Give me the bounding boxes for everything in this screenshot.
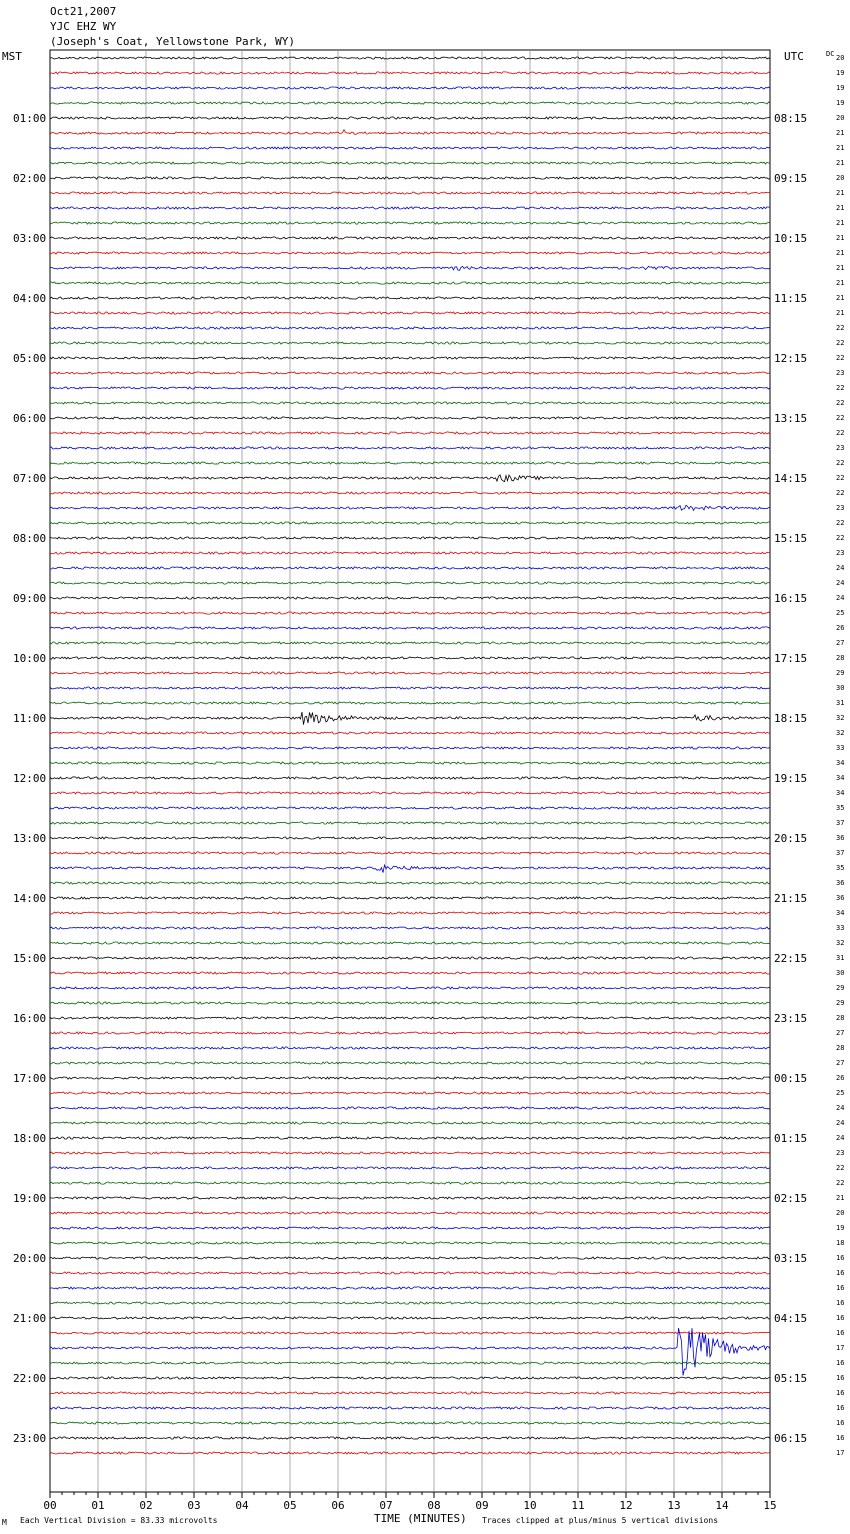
dc-offset-label: 18 bbox=[836, 1239, 845, 1247]
dc-offset-label: 22 bbox=[836, 1164, 845, 1172]
trace-line bbox=[50, 1062, 770, 1064]
utc-hour-label: 17:15 bbox=[774, 652, 808, 665]
mst-hour-label: 14:00 bbox=[13, 892, 47, 905]
dc-offset-label: 29 bbox=[836, 669, 845, 677]
mst-axis-label: MST bbox=[2, 50, 22, 63]
dc-offset-label: 28 bbox=[836, 654, 845, 662]
x-tick-label: 00 bbox=[43, 1499, 57, 1512]
trace-line bbox=[50, 1032, 770, 1034]
mst-hour-label: 05:00 bbox=[13, 352, 47, 365]
mst-hour-label: 10:00 bbox=[13, 652, 47, 665]
utc-hour-label: 23:15 bbox=[774, 1012, 808, 1025]
trace-line bbox=[50, 732, 770, 734]
trace-line bbox=[50, 102, 770, 104]
trace-line bbox=[50, 777, 770, 779]
dc-offset-label: 34 bbox=[836, 759, 845, 767]
utc-hour-label: 12:15 bbox=[774, 352, 808, 365]
dc-offset-label: 21 bbox=[836, 264, 845, 272]
trace-line bbox=[50, 972, 770, 974]
dc-offset-label: 17 bbox=[836, 1344, 845, 1352]
dc-offset-label: 31 bbox=[836, 954, 845, 962]
trace-line bbox=[50, 342, 770, 344]
dc-offset-label: 22 bbox=[836, 354, 845, 362]
mst-hour-label: 04:00 bbox=[13, 292, 47, 305]
trace-line bbox=[50, 957, 770, 959]
dc-offset-label: 23 bbox=[836, 444, 845, 452]
dc-offset-label: 37 bbox=[836, 849, 845, 857]
trace-line bbox=[50, 1182, 770, 1184]
mst-hour-label: 08:00 bbox=[13, 532, 47, 545]
trace-line bbox=[50, 582, 770, 584]
trace-line bbox=[50, 1242, 770, 1244]
trace-line bbox=[50, 942, 770, 944]
x-tick-label: 01 bbox=[91, 1499, 105, 1512]
mst-hour-label: 06:00 bbox=[13, 412, 47, 425]
dc-offset-label: 22 bbox=[836, 429, 845, 437]
utc-hour-label: 02:15 bbox=[774, 1192, 808, 1205]
dc-offset-label: 16 bbox=[836, 1374, 845, 1382]
dc-offset-label: 21 bbox=[836, 294, 845, 302]
trace-line bbox=[50, 297, 770, 299]
trace-line bbox=[50, 1107, 770, 1109]
trace-line bbox=[50, 237, 770, 239]
utc-hour-label: 15:15 bbox=[774, 532, 808, 545]
dc-offset-label: 22 bbox=[836, 519, 845, 527]
utc-hour-label: 19:15 bbox=[774, 772, 808, 785]
dc-offset-label: 33 bbox=[836, 924, 845, 932]
trace-line bbox=[50, 417, 770, 419]
dc-offset-label: 29 bbox=[836, 999, 845, 1007]
utc-axis-label: UTC bbox=[784, 50, 804, 63]
x-tick-label: 12 bbox=[619, 1499, 633, 1512]
trace-line bbox=[50, 357, 770, 359]
dc-offset-label: 20 bbox=[836, 114, 845, 122]
trace-line bbox=[50, 492, 770, 494]
mst-hour-label: 17:00 bbox=[13, 1072, 47, 1085]
trace-line bbox=[50, 912, 770, 914]
dc-offset-label: 23 bbox=[836, 549, 845, 557]
dc-offset-label: 19 bbox=[836, 84, 845, 92]
trace-line bbox=[50, 1167, 770, 1169]
trace-line bbox=[50, 762, 770, 764]
trace-line bbox=[50, 852, 770, 854]
trace-line bbox=[50, 1328, 770, 1375]
dc-offset-label: 28 bbox=[836, 1044, 845, 1052]
mst-hour-label: 09:00 bbox=[13, 592, 47, 605]
record-date: Oct21,2007 bbox=[50, 5, 117, 18]
trace-line bbox=[50, 192, 770, 194]
utc-hour-label: 04:15 bbox=[774, 1312, 808, 1325]
utc-hour-label: 05:15 bbox=[774, 1372, 808, 1385]
trace-line bbox=[50, 1152, 770, 1154]
dc-offset-label: 16 bbox=[836, 1329, 845, 1337]
trace-line bbox=[50, 822, 770, 824]
dc-offset-label: 16 bbox=[836, 1314, 845, 1322]
dc-offset-label: 16 bbox=[836, 1299, 845, 1307]
trace-line bbox=[50, 1362, 770, 1364]
dc-offset-label: 22 bbox=[836, 1179, 845, 1187]
dc-offset-label: 26 bbox=[836, 624, 845, 632]
mst-hour-label: 07:00 bbox=[13, 472, 47, 485]
dc-offset-label: 21 bbox=[836, 204, 845, 212]
x-tick-label: 14 bbox=[715, 1499, 729, 1512]
trace-line bbox=[50, 222, 770, 224]
trace-line bbox=[50, 282, 770, 284]
dc-offset-label: 25 bbox=[836, 1089, 845, 1097]
dc-offset-label: 23 bbox=[836, 369, 845, 377]
x-tick-label: 03 bbox=[187, 1499, 201, 1512]
trace-line bbox=[50, 897, 770, 899]
trace-line bbox=[50, 475, 770, 482]
trace-line bbox=[50, 807, 770, 809]
trace-line bbox=[50, 1287, 770, 1289]
trace-line bbox=[50, 162, 770, 164]
dc-label: DC bbox=[826, 50, 835, 58]
dc-offset-label: 21 bbox=[836, 189, 845, 197]
dc-offset-label: 31 bbox=[836, 699, 845, 707]
trace-line bbox=[50, 747, 770, 749]
dc-offset-label: 19 bbox=[836, 99, 845, 107]
utc-hour-label: 03:15 bbox=[774, 1252, 808, 1265]
dc-offset-label: 28 bbox=[836, 1014, 845, 1022]
dc-offset-label: 16 bbox=[836, 1254, 845, 1262]
trace-line bbox=[50, 1302, 770, 1304]
trace-line bbox=[50, 1422, 770, 1424]
trace-line bbox=[50, 117, 770, 119]
trace-line bbox=[50, 882, 770, 884]
trace-line bbox=[50, 1272, 770, 1274]
trace-line bbox=[50, 837, 770, 839]
dc-offset-label: 30 bbox=[836, 969, 845, 977]
x-tick-label: 02 bbox=[139, 1499, 153, 1512]
dc-offset-label: 19 bbox=[836, 1224, 845, 1232]
utc-hour-label: 13:15 bbox=[774, 412, 808, 425]
utc-hour-label: 01:15 bbox=[774, 1132, 808, 1145]
dc-offset-label: 20 bbox=[836, 54, 845, 62]
trace-line bbox=[50, 1257, 770, 1259]
x-tick-label: 08 bbox=[427, 1499, 441, 1512]
trace-line bbox=[50, 387, 770, 389]
trace-line bbox=[50, 1317, 770, 1319]
dc-offset-label: 22 bbox=[836, 384, 845, 392]
dc-offset-label: 25 bbox=[836, 609, 845, 617]
utc-hour-label: 21:15 bbox=[774, 892, 808, 905]
utc-hour-label: 22:15 bbox=[774, 952, 808, 965]
trace-line bbox=[50, 865, 770, 873]
dc-offset-label: 20 bbox=[836, 174, 845, 182]
x-tick-label: 09 bbox=[475, 1499, 489, 1512]
trace-line bbox=[50, 462, 770, 464]
dc-offset-label: 22 bbox=[836, 324, 845, 332]
trace-line bbox=[50, 72, 770, 74]
dc-offset-label: 30 bbox=[836, 684, 845, 692]
dc-offset-label: 22 bbox=[836, 459, 845, 467]
dc-offset-label: 21 bbox=[836, 279, 845, 287]
dc-offset-label: 32 bbox=[836, 939, 845, 947]
trace-line bbox=[50, 702, 770, 704]
trace-line bbox=[50, 522, 770, 524]
dc-offset-label: 22 bbox=[836, 399, 845, 407]
trace-line bbox=[50, 712, 770, 725]
dc-offset-label: 22 bbox=[836, 339, 845, 347]
utc-hour-label: 16:15 bbox=[774, 592, 808, 605]
corner-mark: M bbox=[2, 1518, 7, 1527]
mst-hour-label: 19:00 bbox=[13, 1192, 47, 1205]
dc-offset-label: 26 bbox=[836, 1074, 845, 1082]
trace-line bbox=[50, 266, 770, 270]
trace-line bbox=[50, 1377, 770, 1379]
mst-hour-label: 20:00 bbox=[13, 1252, 47, 1265]
utc-hour-label: 00:15 bbox=[774, 1072, 808, 1085]
trace-line bbox=[50, 327, 770, 329]
dc-offset-label: 24 bbox=[836, 1119, 845, 1127]
dc-offset-label: 24 bbox=[836, 1104, 845, 1112]
trace-line bbox=[50, 402, 770, 404]
trace-line bbox=[50, 792, 770, 794]
utc-hour-label: 11:15 bbox=[774, 292, 808, 305]
trace-line bbox=[50, 1452, 770, 1454]
mst-hour-label: 16:00 bbox=[13, 1012, 47, 1025]
trace-line bbox=[50, 927, 770, 929]
dc-offset-label: 27 bbox=[836, 1029, 845, 1037]
trace-line bbox=[50, 642, 770, 644]
trace-line bbox=[50, 1092, 770, 1094]
trace-line bbox=[50, 1017, 770, 1019]
trace-line bbox=[50, 987, 770, 989]
trace-line bbox=[50, 627, 770, 629]
trace-line bbox=[50, 1137, 770, 1139]
trace-line bbox=[50, 597, 770, 599]
trace-line bbox=[50, 312, 770, 314]
mst-hour-label: 22:00 bbox=[13, 1372, 47, 1385]
dc-offset-label: 16 bbox=[836, 1404, 845, 1412]
dc-offset-label: 36 bbox=[836, 879, 845, 887]
trace-line bbox=[50, 57, 770, 59]
dc-offset-label: 21 bbox=[836, 249, 845, 257]
trace-line bbox=[50, 372, 770, 374]
trace-line bbox=[50, 432, 770, 434]
utc-hour-label: 06:15 bbox=[774, 1432, 808, 1445]
dc-offset-label: 21 bbox=[836, 219, 845, 227]
trace-line bbox=[50, 1212, 770, 1214]
utc-hour-label: 08:15 bbox=[774, 112, 808, 125]
trace-line bbox=[50, 657, 770, 659]
dc-offset-label: 21 bbox=[836, 144, 845, 152]
trace-line bbox=[50, 1407, 770, 1409]
trace-line bbox=[50, 687, 770, 689]
mst-hour-label: 03:00 bbox=[13, 232, 47, 245]
x-tick-label: 04 bbox=[235, 1499, 249, 1512]
x-tick-label: 15 bbox=[763, 1499, 777, 1512]
x-tick-label: 07 bbox=[379, 1499, 393, 1512]
dc-offset-label: 19 bbox=[836, 69, 845, 77]
dc-offset-label: 34 bbox=[836, 909, 845, 917]
mst-hour-label: 02:00 bbox=[13, 172, 47, 185]
dc-offset-label: 22 bbox=[836, 489, 845, 497]
trace-line bbox=[50, 252, 770, 254]
trace-line bbox=[50, 1392, 770, 1394]
dc-offset-label: 37 bbox=[836, 819, 845, 827]
dc-offset-label: 34 bbox=[836, 789, 845, 797]
dc-offset-label: 22 bbox=[836, 414, 845, 422]
x-axis-title: TIME (MINUTES) bbox=[374, 1512, 467, 1525]
dc-offset-label: 23 bbox=[836, 1149, 845, 1157]
trace-line bbox=[50, 567, 770, 569]
x-tick-label: 05 bbox=[283, 1499, 297, 1512]
dc-offset-label: 22 bbox=[836, 474, 845, 482]
dc-offset-label: 27 bbox=[836, 639, 845, 647]
utc-hour-label: 09:15 bbox=[774, 172, 808, 185]
clip-note: Traces clipped at plus/minus 5 vertical divisions bbox=[482, 1516, 719, 1525]
station-code: YJC EHZ WY bbox=[50, 20, 117, 33]
dc-offset-label: 16 bbox=[836, 1419, 845, 1427]
trace-line bbox=[50, 1122, 770, 1124]
trace-line bbox=[50, 552, 770, 554]
utc-hour-label: 10:15 bbox=[774, 232, 808, 245]
dc-offset-label: 29 bbox=[836, 984, 845, 992]
trace-line bbox=[50, 505, 770, 510]
dc-offset-label: 20 bbox=[836, 1209, 845, 1217]
trace-line bbox=[50, 672, 770, 674]
mst-hour-label: 12:00 bbox=[13, 772, 47, 785]
dc-offset-label: 24 bbox=[836, 564, 845, 572]
x-tick-label: 06 bbox=[331, 1499, 345, 1512]
trace-line bbox=[50, 1437, 770, 1439]
dc-offset-label: 21 bbox=[836, 309, 845, 317]
dc-offset-label: 36 bbox=[836, 834, 845, 842]
trace-line bbox=[50, 87, 770, 89]
scale-note: Each Vertical Division = 83.33 microvolts bbox=[20, 1516, 218, 1525]
trace-line bbox=[50, 1227, 770, 1229]
x-tick-label: 13 bbox=[667, 1499, 681, 1512]
x-tick-label: 10 bbox=[523, 1499, 537, 1512]
mst-hour-label: 21:00 bbox=[13, 1312, 47, 1325]
utc-hour-label: 14:15 bbox=[774, 472, 808, 485]
dc-offset-label: 24 bbox=[836, 1134, 845, 1142]
dc-offset-label: 34 bbox=[836, 774, 845, 782]
dc-offset-label: 21 bbox=[836, 159, 845, 167]
dc-offset-label: 35 bbox=[836, 804, 845, 812]
trace-line bbox=[50, 1197, 770, 1199]
mst-hour-label: 11:00 bbox=[13, 712, 47, 725]
dc-offset-label: 24 bbox=[836, 579, 845, 587]
trace-line bbox=[50, 447, 770, 449]
dc-offset-label: 33 bbox=[836, 744, 845, 752]
utc-hour-label: 18:15 bbox=[774, 712, 808, 725]
trace-line bbox=[50, 147, 770, 149]
dc-offset-label: 24 bbox=[836, 594, 845, 602]
mst-hour-label: 13:00 bbox=[13, 832, 47, 845]
dc-offset-label: 21 bbox=[836, 129, 845, 137]
mst-hour-label: 15:00 bbox=[13, 952, 47, 965]
trace-line bbox=[50, 207, 770, 209]
dc-offset-label: 21 bbox=[836, 234, 845, 242]
trace-line bbox=[50, 1077, 770, 1079]
dc-offset-label: 21 bbox=[836, 1194, 845, 1202]
trace-line bbox=[50, 1332, 770, 1334]
utc-hour-label: 20:15 bbox=[774, 832, 808, 845]
dc-offset-label: 16 bbox=[836, 1269, 845, 1277]
dc-offset-label: 22 bbox=[836, 534, 845, 542]
trace-line bbox=[50, 1002, 770, 1004]
trace-line bbox=[50, 1047, 770, 1049]
dc-offset-label: 16 bbox=[836, 1389, 845, 1397]
trace-line bbox=[50, 537, 770, 539]
station-location: (Joseph's Coat, Yellowstone Park, WY) bbox=[50, 35, 296, 48]
dc-offset-label: 32 bbox=[836, 714, 845, 722]
mst-hour-label: 18:00 bbox=[13, 1132, 47, 1145]
trace-line bbox=[50, 177, 770, 179]
dc-offset-label: 16 bbox=[836, 1284, 845, 1292]
dc-offset-label: 16 bbox=[836, 1434, 845, 1442]
dc-offset-label: 35 bbox=[836, 864, 845, 872]
dc-offset-label: 17 bbox=[836, 1449, 845, 1457]
dc-offset-label: 36 bbox=[836, 894, 845, 902]
dc-offset-label: 16 bbox=[836, 1359, 845, 1367]
trace-line bbox=[50, 612, 770, 614]
mst-hour-label: 01:00 bbox=[13, 112, 47, 125]
dc-offset-label: 32 bbox=[836, 729, 845, 737]
dc-offset-label: 27 bbox=[836, 1059, 845, 1067]
trace-line bbox=[50, 130, 770, 135]
dc-offset-label: 23 bbox=[836, 504, 845, 512]
mst-hour-label: 23:00 bbox=[13, 1432, 47, 1445]
x-tick-label: 11 bbox=[571, 1499, 585, 1512]
